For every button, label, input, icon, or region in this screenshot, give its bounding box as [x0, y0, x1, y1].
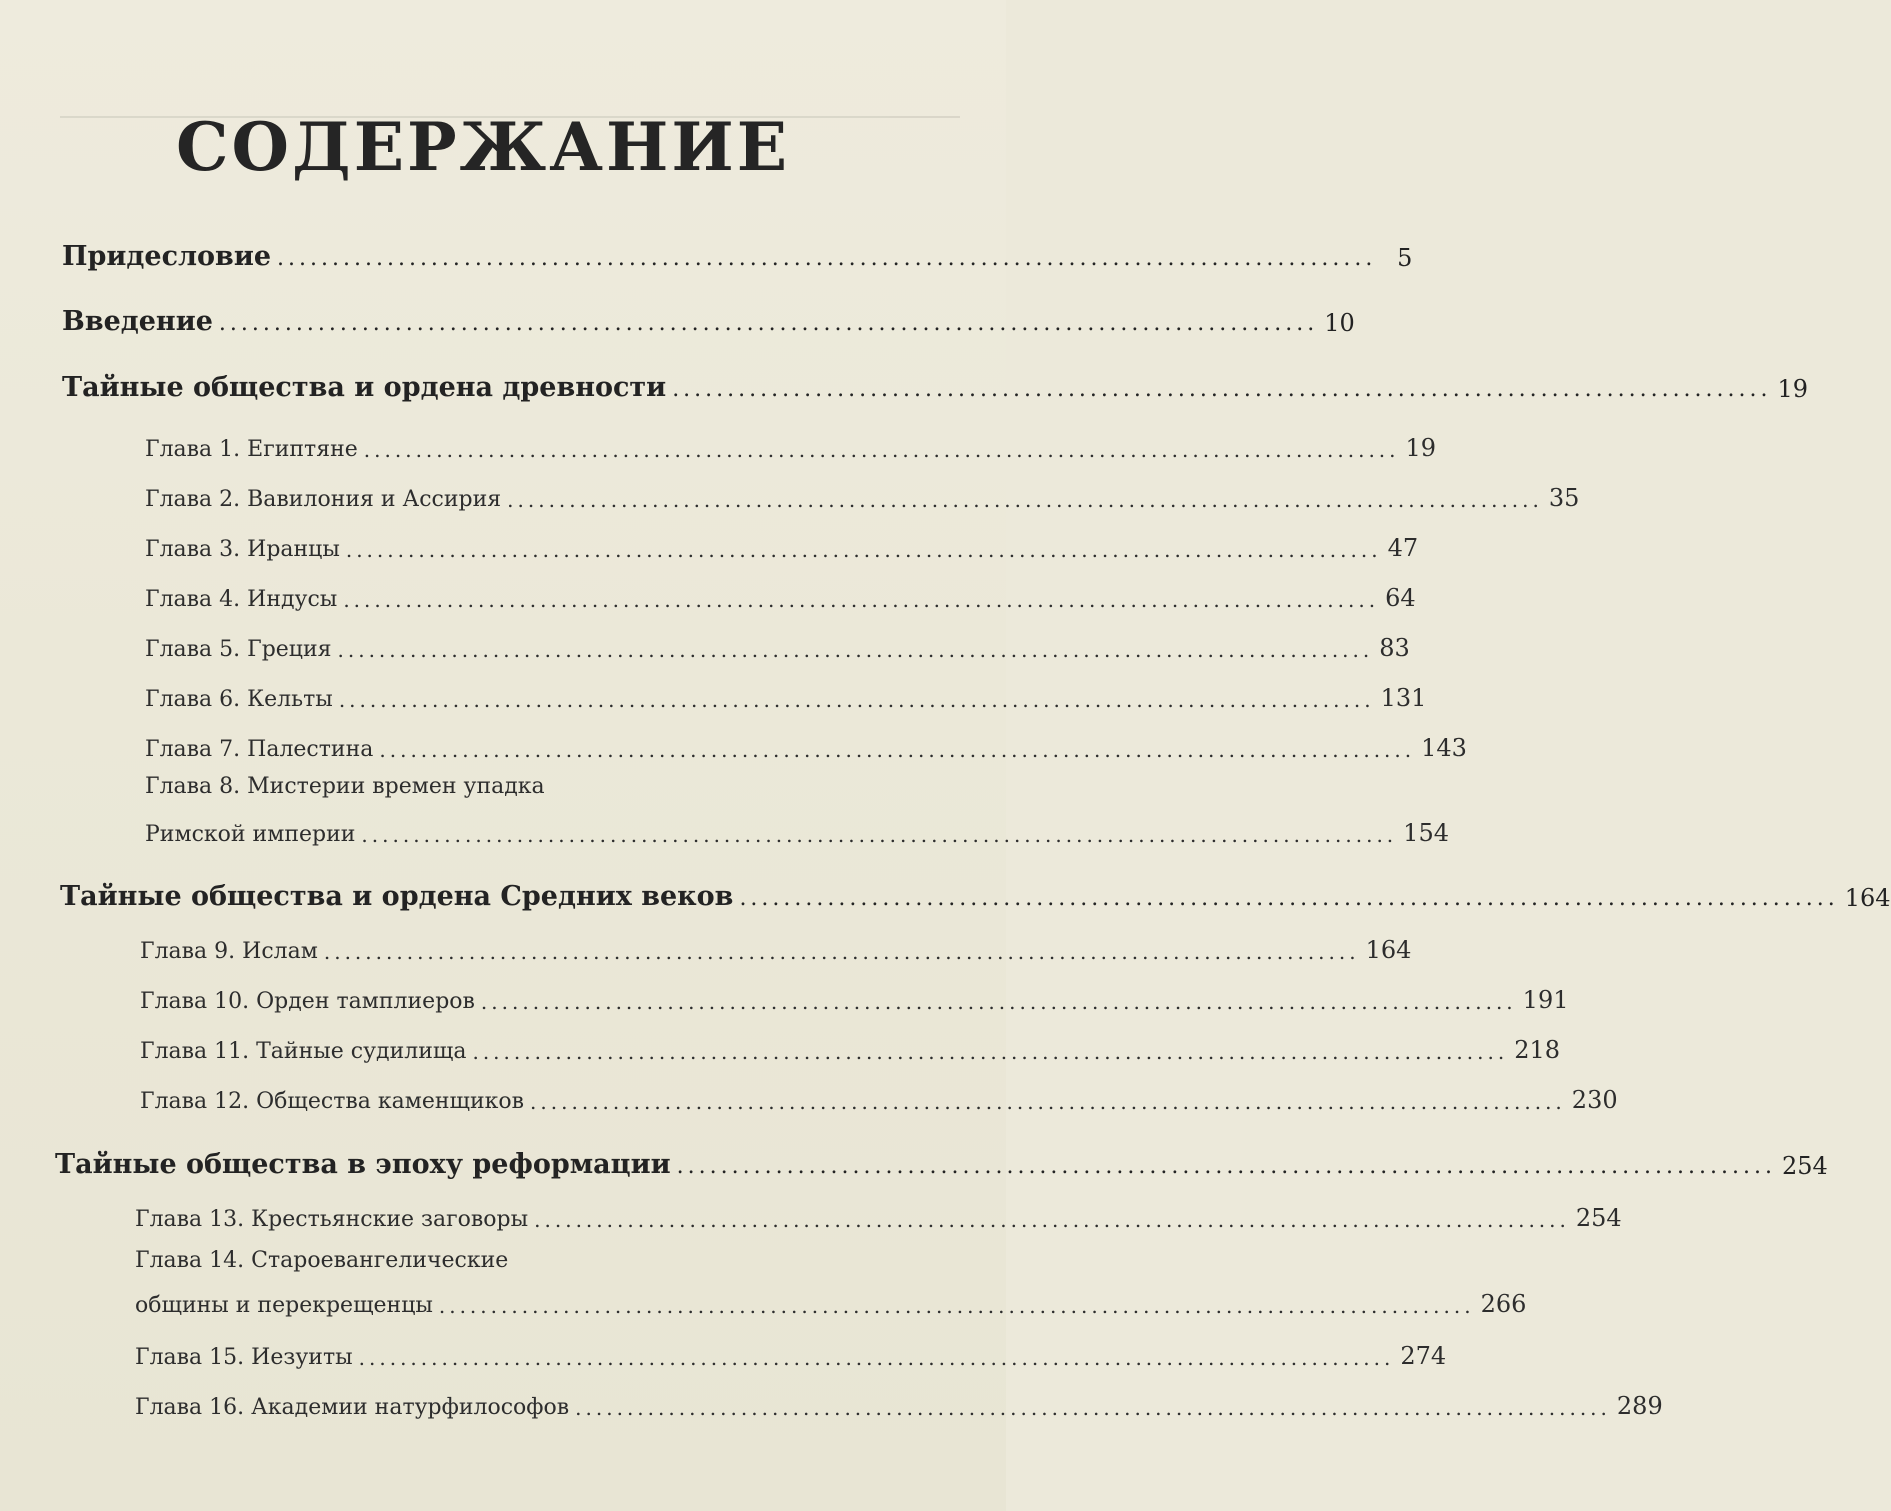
toc-entry-label: Глава 6. Кельты — [145, 687, 333, 712]
toc-entry-label: Глава 13. Крестьянские заговоры — [135, 1207, 529, 1232]
toc-entry-page: 218 — [1514, 1036, 1561, 1064]
toc-chapter-8 — [145, 803, 1449, 847]
toc-entry-page: 10 — [1324, 309, 1355, 337]
toc-entry-label: Глава 3. Иранцы — [145, 537, 340, 562]
toc-entry-label: Глава 16. Академии натурфилософов — [135, 1395, 570, 1420]
toc-chapter-9 — [140, 920, 1412, 964]
toc-chapter-14 — [135, 1274, 1527, 1318]
dot-leader: .................................................................................................... — [438, 1294, 1475, 1318]
dot-leader: .................................................................................................... — [337, 638, 1374, 662]
toc-entry-page: 254 — [1575, 1204, 1622, 1232]
toc-chapter-1 — [145, 418, 1437, 462]
toc-entry-page: 131 — [1380, 684, 1427, 712]
dot-leader: .................................................................................................... — [358, 1346, 1395, 1370]
toc-entry-label: Тайные общества в эпоху реформации — [55, 1149, 671, 1180]
toc-entry-page: 254 — [1781, 1152, 1828, 1180]
dot-leader: .................................................................................................... — [323, 940, 1360, 964]
toc-entry-page: 19 — [1405, 434, 1437, 462]
toc-chapter-4 — [145, 568, 1416, 612]
dot-leader: .................................................................................................... — [534, 1208, 1570, 1232]
toc-entry-page: 35 — [1548, 484, 1580, 512]
toc-entry-label: Тайные общества и ордена Средних веков — [60, 881, 734, 912]
toc-entry-label: Глава 12. Общества каменщиков — [140, 1089, 525, 1114]
toc-chapter-14-line1: Глава 14. Староевангелические — [135, 1248, 509, 1273]
toc-entry-page: 5 — [1397, 244, 1413, 272]
toc-chapter-8-line1: Глава 8. Мистерии времен упадка — [145, 774, 545, 799]
toc-entry-page: 143 — [1421, 734, 1467, 762]
toc-entry-page: 289 — [1616, 1392, 1663, 1420]
dot-leader: .................................................................................................... — [379, 738, 1416, 762]
dot-leader: .................................................................................................... — [472, 1040, 1509, 1064]
toc-chapter-6 — [145, 668, 1427, 712]
dot-leader: .................................................................................................... — [361, 823, 1398, 847]
toc-entry-label: Глава 9. Ислам — [140, 939, 318, 964]
toc-entry-label: Придесловие — [62, 241, 272, 272]
toc-chapter-15 — [135, 1326, 1447, 1370]
toc-chapter-3 — [145, 518, 1419, 562]
toc-entry-label: Глава 2. Вавилония и Ассирия — [145, 487, 502, 512]
toc-entry-page: 154 — [1403, 819, 1449, 847]
dot-leader: .................................................................................................... — [218, 311, 1319, 336]
toc-entry-page: 191 — [1522, 986, 1569, 1014]
dot-leader: .................................................................................................... — [343, 588, 1380, 612]
toc-chapter-2 — [145, 468, 1580, 512]
toc-entry-page: 164 — [1365, 936, 1412, 964]
toc-entry-label: Глава 15. Иезуиты — [135, 1345, 353, 1370]
toc-chapter-12 — [140, 1070, 1618, 1114]
dot-leader: .................................................................................................... — [345, 538, 1382, 562]
toc-chapter-11 — [140, 1020, 1561, 1064]
toc-section-reformation — [55, 1136, 1828, 1180]
toc-entry-page: 19 — [1777, 375, 1809, 403]
toc-entry-label: Тайные общества и ордена древности — [62, 372, 667, 403]
toc-entry-label: Глава 4. Индусы — [145, 587, 338, 612]
dot-leader: .................................................................................................... — [480, 990, 1517, 1014]
dot-leader: .................................................................................................... — [507, 488, 1543, 512]
toc-entry-page: 266 — [1480, 1290, 1527, 1318]
toc-entry-label: Введение — [62, 306, 213, 337]
toc-entry-introduction — [62, 293, 1355, 337]
toc-chapter-13 — [135, 1188, 1622, 1232]
toc-entry-page: 230 — [1571, 1086, 1618, 1114]
toc-section-antiquity — [62, 359, 1809, 403]
dot-leader: .................................................................................................... — [338, 688, 1375, 712]
dot-leader: .................................................................................................... — [277, 246, 1377, 271]
toc-entry-page: 164 — [1844, 884, 1891, 912]
dot-leader: .................................................................................................... — [676, 1154, 1776, 1179]
dot-leader: .................................................................................................... — [575, 1396, 1611, 1420]
toc-entry-page: 274 — [1400, 1342, 1447, 1370]
toc-chapter-16 — [135, 1376, 1663, 1420]
toc-entry-label: Глава 10. Орден тамплиеров — [140, 989, 475, 1014]
toc-entry-label: Римской империи — [145, 822, 356, 847]
toc-entry-label: общины и перекрещенцы — [135, 1293, 433, 1318]
toc-entry-label: Глава 7. Палестина — [145, 737, 374, 762]
toc-entry-page: 64 — [1385, 584, 1416, 612]
dot-leader: .................................................................................................... — [530, 1090, 1566, 1114]
dot-leader: .................................................................................................... — [672, 377, 1772, 402]
page-title: СОДЕРЖАНИЕ — [175, 108, 790, 186]
dot-leader: .................................................................................................... — [363, 438, 1400, 462]
dot-leader: .................................................................................................... — [739, 886, 1839, 911]
toc-chapter-10 — [140, 970, 1569, 1014]
toc-chapter-7 — [145, 718, 1467, 762]
toc-entry-label: Глава 1. Египтяне — [145, 437, 358, 462]
toc-entry-preface — [62, 228, 1413, 272]
toc-entry-label: Глава 5. Греция — [145, 637, 332, 662]
toc-entry-page: 47 — [1387, 534, 1419, 562]
toc-chapter-5 — [145, 618, 1410, 662]
toc-entry-page: 83 — [1379, 634, 1410, 662]
toc-section-middle-ages — [60, 868, 1891, 912]
toc-entry-label: Глава 11. Тайные судилища — [140, 1039, 467, 1064]
